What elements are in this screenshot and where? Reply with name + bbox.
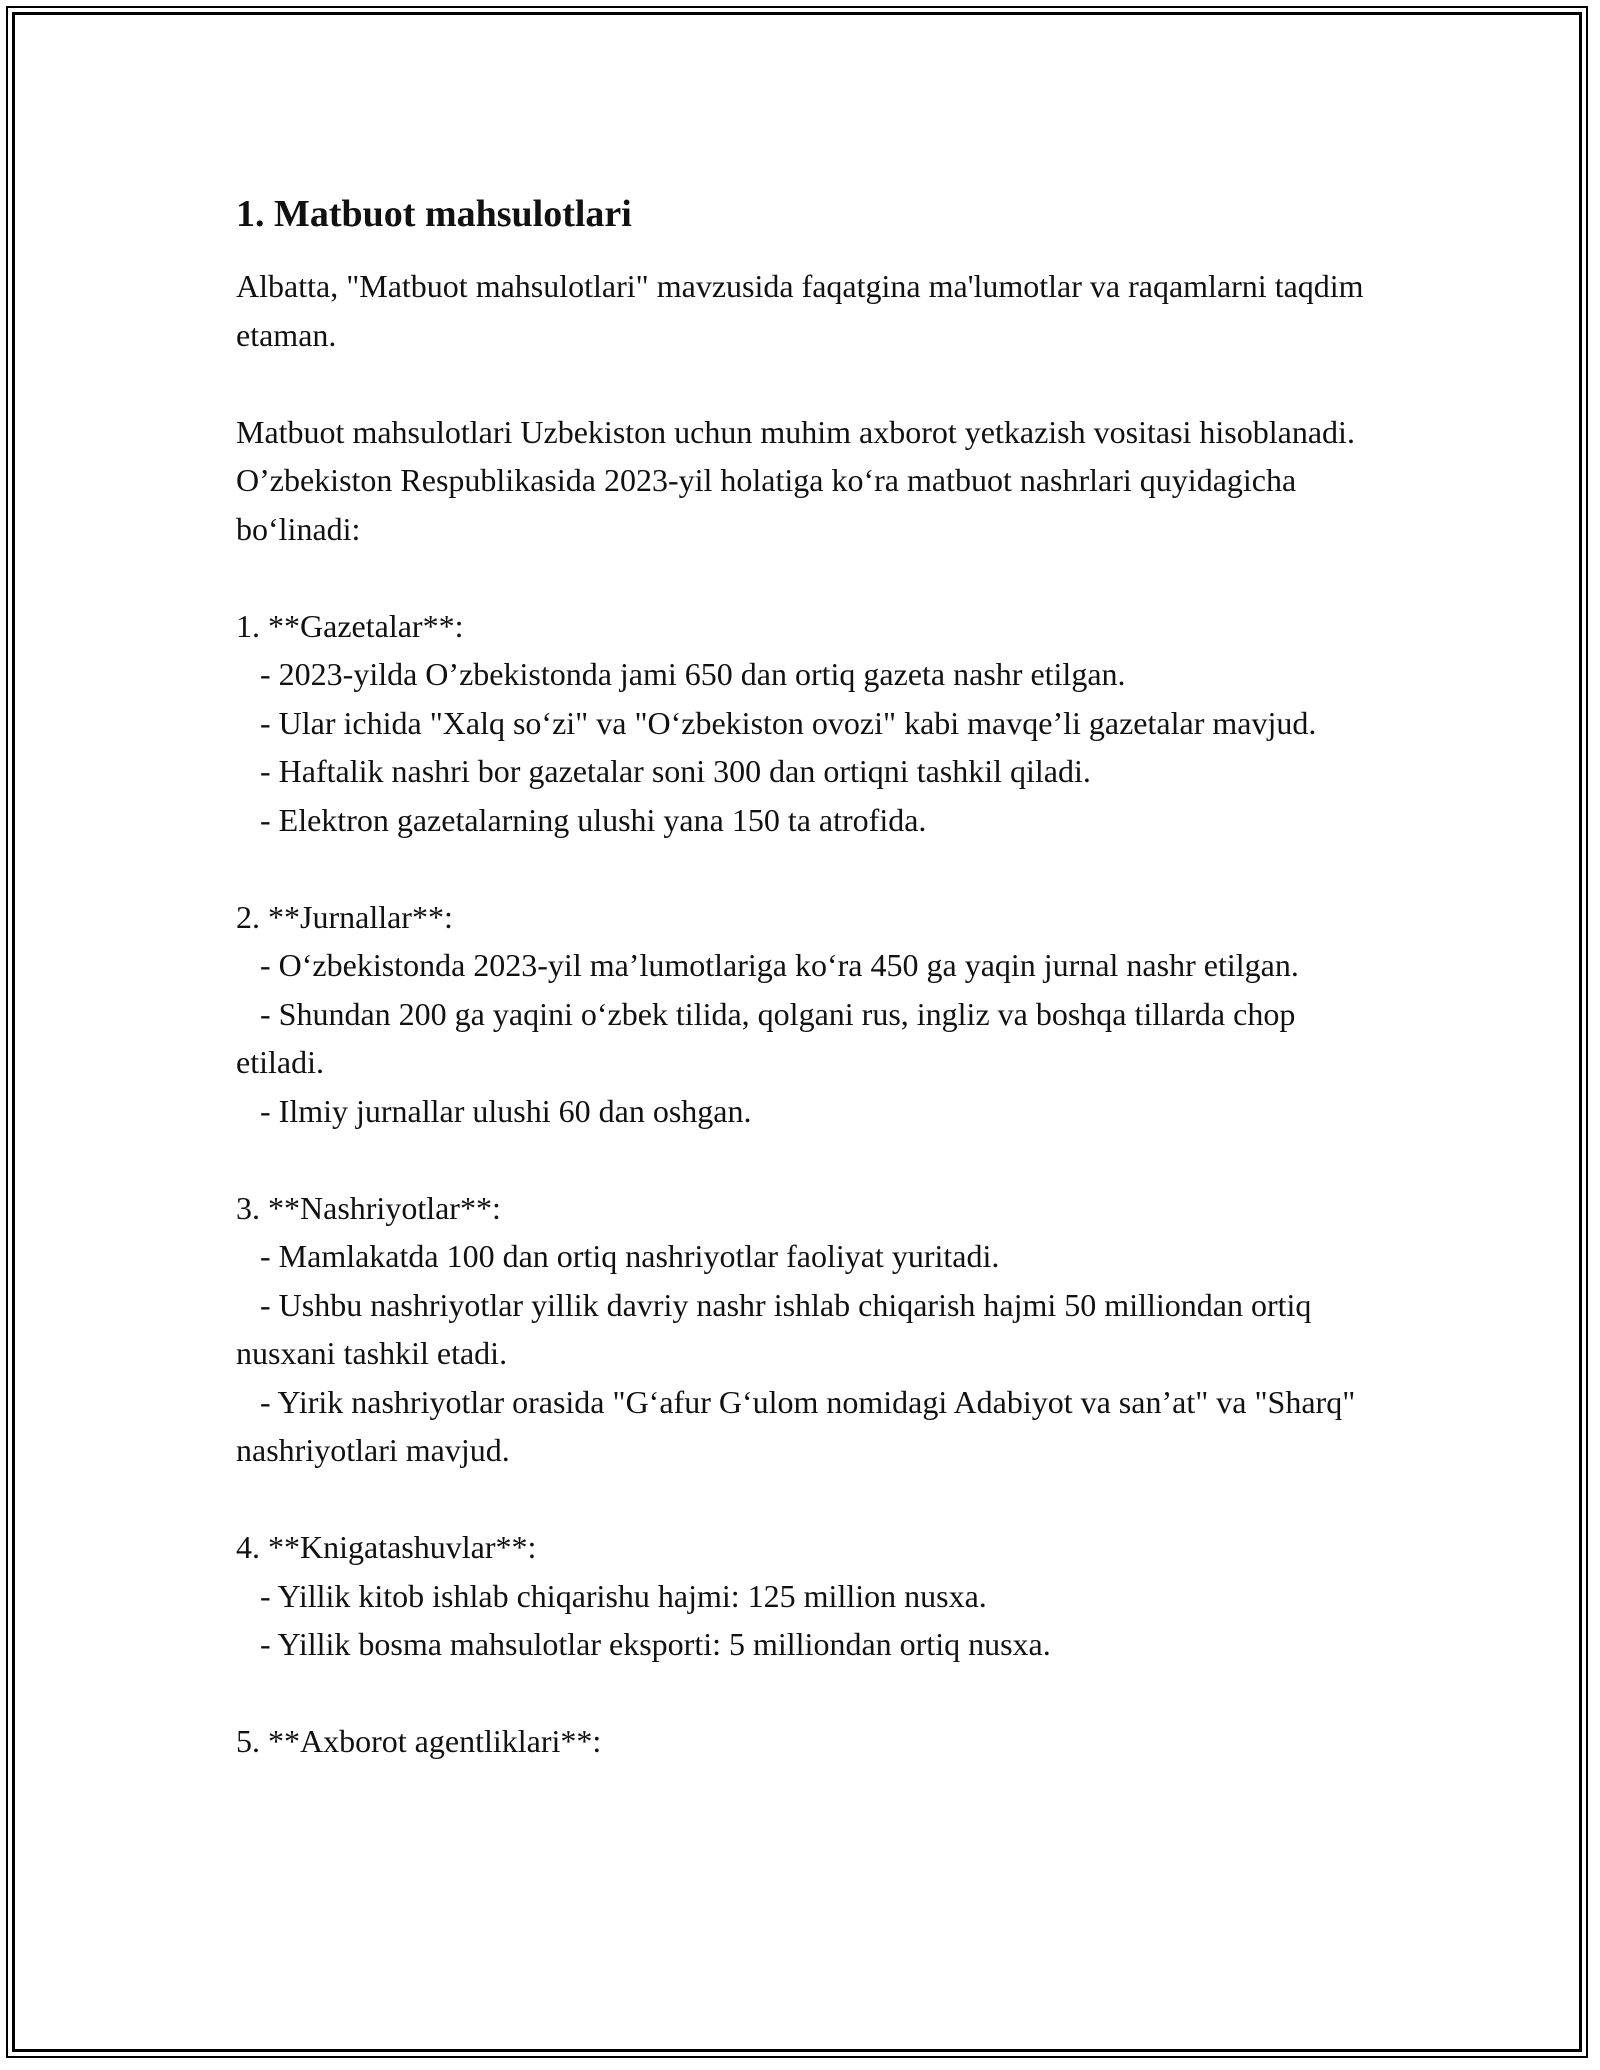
intro-paragraph: Albatta, "Matbuot mahsulotlari" mavzusida faqatgina ma'lumotlar va raqamlarni taqdim etaman. xyxy=(236,268,1372,353)
section-title: 3. **Nashriyotlar**: xyxy=(236,1189,501,1226)
list-item: - Haftalik nashri bor gazetalar soni 300 dan ortiqni tashkil qiladi. xyxy=(236,753,1091,789)
section-axborot-agentliklari xyxy=(236,1717,1366,1766)
section-knigatashuvlar xyxy=(236,1523,1366,1669)
list-item: - Ular ichida "Xalq so‘zi" va "O‘zbekiston ovozi" kabi mavqe’li gazetalar mavjud. xyxy=(236,704,1317,741)
list-item: - Mamlakatda 100 dan ortiq nashriyotlar faoliyat yuritadi. xyxy=(236,1238,1000,1274)
document-body xyxy=(236,188,1372,1766)
list-item: - Shundan 200 ga yaqini o‘zbek tilida, qolgani rus, ingliz va boshqa tillarda chop etiladi. xyxy=(236,995,1304,1080)
section-title: 5. **Axborot agentliklari**: xyxy=(236,1723,602,1759)
section-title: 2. **Jurnallar**: xyxy=(236,898,453,935)
blank-line xyxy=(236,844,1366,893)
list-item: - 2023-yilda O’zbekistonda jami 650 dan ortiq gazeta nashr etilgan. xyxy=(236,656,1126,692)
section-title: 4. **Knigatashuvlar**: xyxy=(236,1529,537,1565)
blank-line xyxy=(236,1475,1366,1524)
blank-line xyxy=(236,1669,1366,1718)
list-item: - Yillik kitob ishlab chiqarishu hajmi: 125 million nusxa. xyxy=(236,1577,987,1614)
list-item: - Ushbu nashriyotlar yillik davriy nashr ishlab chiqarish hajmi 50 milliondan ortiq nusxani tashkil etadi. xyxy=(236,1286,1320,1371)
document-heading: 1. Matbuot mahsulotlari xyxy=(236,193,632,235)
list-item: - Elektron gazetalarning ulushi yana 150 ta atrofida. xyxy=(236,801,927,838)
blank-line xyxy=(236,359,1366,408)
list-item: - Yirik nashriyotlar orasida "G‘afur G‘ulom nomidagi Adabiyot va san’at" va "Sharq" nashriyotlari mavjud. xyxy=(236,1383,1364,1468)
overview-paragraph: Matbuot mahsulotlari Uzbekiston uchun muhim axborot yetkazish vositasi hisoblanadi. O’zbekiston Respublikasida 2023-yil holatiga ko‘ra matbuot nashrlari quyidagicha bo‘linadi: xyxy=(236,413,1363,547)
list-item: - Ilmiy jurnallar ulushi 60 dan oshgan. xyxy=(236,1092,752,1129)
section-jurnallar xyxy=(236,893,1366,1136)
section-nashriyotlar xyxy=(236,1184,1366,1475)
section-gazetalar xyxy=(236,602,1366,845)
list-item: - Yillik bosma mahsulotlar eksporti: 5 milliondan ortiq nusxa. xyxy=(236,1626,1051,1662)
blank-line xyxy=(236,1135,1366,1184)
blank-line xyxy=(236,553,1366,602)
list-item: - O‘zbekistonda 2023-yil ma’lumotlariga ko‘ra 450 ga yaqin jurnal nashr etilgan. xyxy=(236,947,1299,983)
section-title: 1. **Gazetalar**: xyxy=(236,607,464,644)
